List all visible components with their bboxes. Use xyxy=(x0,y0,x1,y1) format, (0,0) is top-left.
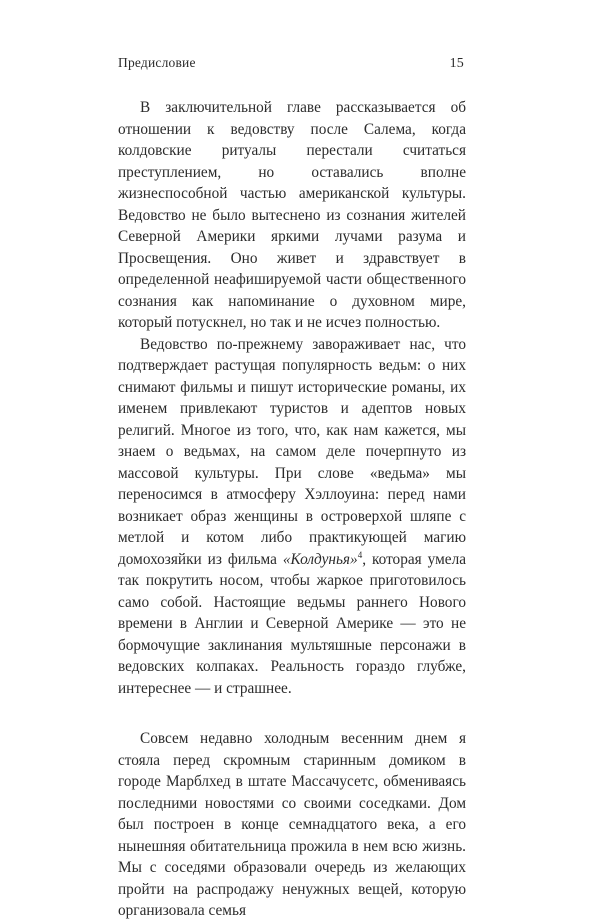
paragraph-3: Совсем недавно холодным весенним днем я стояла перед скромным старинным домиком в городе Марблхед в штате Массачусетс, обмениваясь последними новостями со своими соседками. Дом был построен в конце семнадцатого века, а его нынешняя обитательница прожила в нем всю жизнь. Мы с соседями образовали очередь из желающих пройти на распродажу ненужных вещей, которую организовала семья xyxy=(118,730,466,919)
paragraph-1: В заключительной главе рассказывается об отношении к ведовству после Салема, когда колдовские ритуалы перестали считаться преступлением, но оставались вполне жизнеспособной частью американской культуры. Ведовство не было вытеснено из сознания жителей Северной Америки яркими лучами разума и Просвещения. Оно живет и здравствует в определенной неафишируемой части общественного сознания как напоминание о духовном мире, который потускнел, но так и не исчез полностью. xyxy=(118,99,466,331)
body-text xyxy=(118,97,466,922)
page-number: 15 xyxy=(449,56,464,71)
running-title: Предисловие xyxy=(118,55,196,70)
paragraph-2 xyxy=(118,334,466,700)
paragraph-2-text-before: Ведовство по-прежнему завораживает нас, что подтверждает растущая популярность ведьм: о них снимают фильмы и пишут исторические романы, их именем привлекают туристов и адептов новых религий. Многое из того, что, как нам кажется, мы знаем о ведьмах, на самом деле почерпнуто из массовой культуры. При слове «ведьма» мы переносимся в атмосферу Хэллоуина: перед нами возникает образ женщины в островерхой шляпе с метлой и котом либо практикующей магию домохозяйки из фильма xyxy=(118,335,466,568)
paragraph-2-text-after: , которая умела так покрутить носом, чтобы жаркое приготовилось само собой. Настоящие ведьмы раннего Нового времени в Англии и Северной Америке — это не бормочущие заклинания мультяшные персонажи в ведовских колпаках. Реальность гораздо глубже, интереснее — и страшнее. xyxy=(118,550,466,697)
film-title: «Колдунья» xyxy=(282,550,358,568)
section-break xyxy=(118,699,466,728)
running-header xyxy=(118,55,464,72)
footnote-marker: 4 xyxy=(357,549,363,560)
